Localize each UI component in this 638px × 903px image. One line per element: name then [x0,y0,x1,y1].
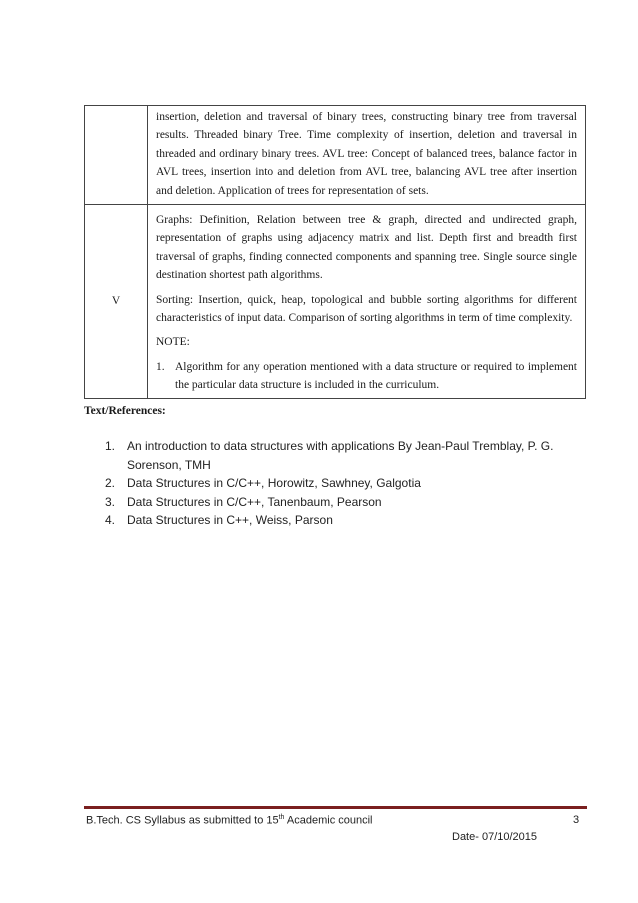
reference-item [105,493,575,512]
references-heading: Text/References: [84,405,166,417]
footer-title-suffix: Academic council [284,814,373,827]
footer-title-text: B.Tech. CS Syllabus as submitted to 15 [86,814,279,827]
content-cell [148,106,586,205]
footer-title [86,814,373,827]
footer-rule [84,806,587,809]
footer-date: Date- 07/10/2015 [452,831,538,843]
reference-number: 2. [105,476,116,490]
note-text: Algorithm for any operation mentioned with a data structure or required to implement the particular data structure is included in the curriculum. [175,360,577,392]
reference-item [105,474,575,493]
unit-cell [85,106,148,205]
unit-cell: V [85,205,148,399]
table-row [85,205,586,399]
reference-number: 4. [105,513,116,527]
note-number: 1. [156,360,165,373]
note-list [156,358,577,395]
reference-text: Data Structures in C/C++, Tanenbaum, Pearson [127,494,382,509]
content-paragraph: Sorting: Insertion, quick, heap, topological and bubble sorting algorithms for different characteristics of input data. Comparison of sorting algorithms in term of time complexity. [156,293,577,325]
table-row [85,106,586,205]
page-number: 3 [573,814,580,826]
content-paragraph: Graphs: Definition, Relation between tree & graph, directed and undirected graph, representation of graphs using adjacency matrix and list. Depth first and breadth first traversal of graphs, finding connected components and spanning tree. Single source single destination shortest path algorithms. [156,214,577,282]
note-item [156,358,577,395]
reference-text: Data Structures in C/C++, Horowitz, Sawhney, Galgotia [127,476,421,490]
references-list [105,437,575,530]
reference-item [105,437,575,474]
syllabus-table [84,105,586,399]
note-heading: NOTE: [156,336,190,349]
footer-title-superscript: th [278,814,285,821]
reference-number: 3. [105,494,116,509]
reference-number: 1. [105,439,116,453]
reference-text: An introduction to data structures with applications By Jean-Paul Tremblay, P. G. Sorenson, TMH [127,439,554,472]
reference-item [105,511,575,530]
content-cell [148,205,586,399]
content-paragraph: insertion, deletion and traversal of binary trees, constructing binary tree from traversal results. Threaded binary Tree. Time complexity of insertion, deletion and traversal in threaded and ordinary binary trees. AVL tree: Concept of balanced trees, balance factor in AVL trees, insertion into and deletion from AVL tree, balancing AVL tree after insertion and deletion. Application of trees for representation of sets. [156,111,577,197]
reference-text: Data Structures in C++, Weiss, Parson [127,513,333,527]
